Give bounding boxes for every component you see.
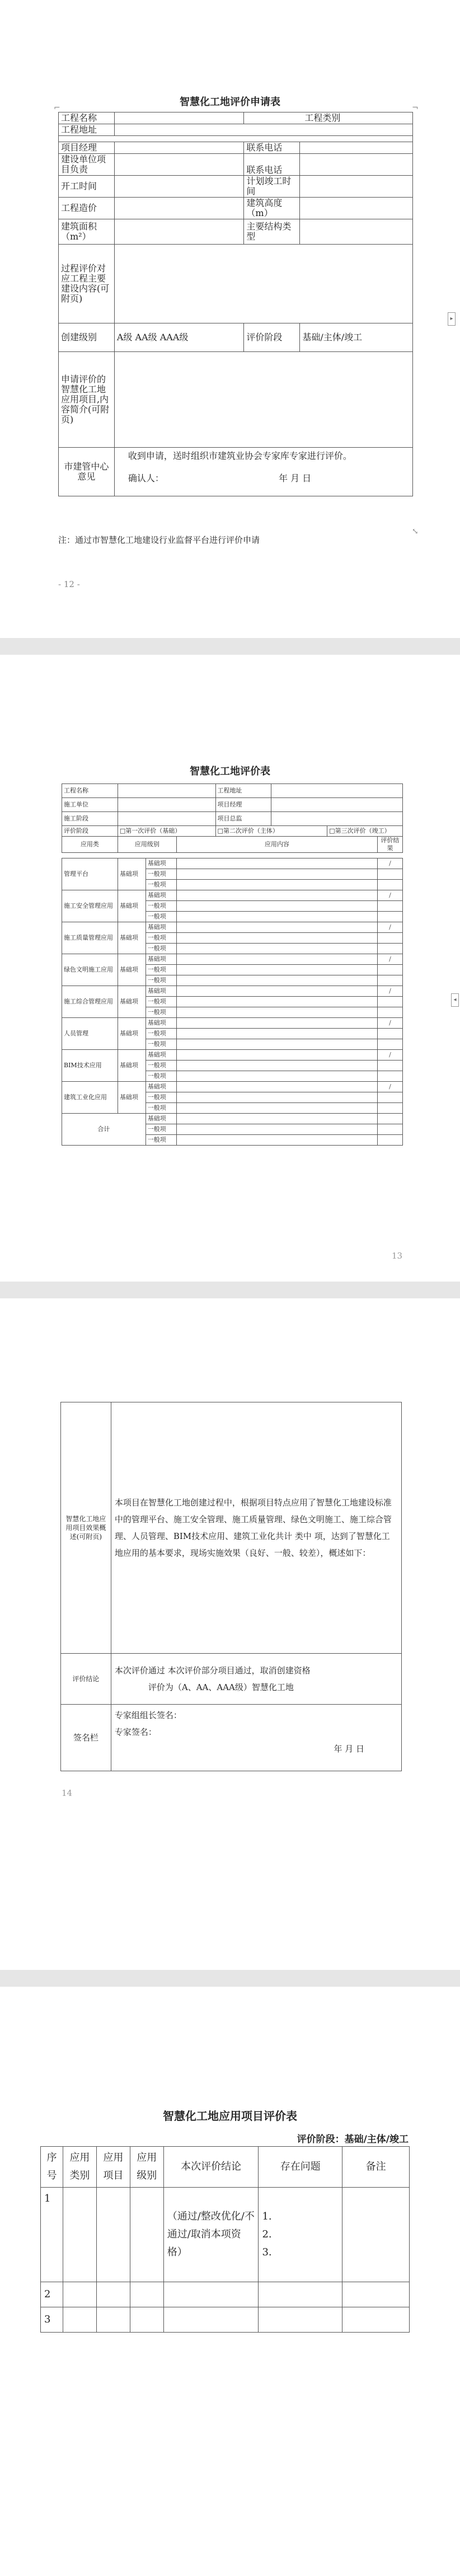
table-row (41, 2282, 410, 2307)
spacer-row (59, 136, 413, 142)
builder-label: 施工单位 (62, 798, 118, 812)
col-category: 应用类别 (63, 2147, 96, 2188)
sub-level: 一般项 (145, 1092, 176, 1103)
expert-sign[interactable]: 专家签名： (114, 1727, 157, 1737)
content-field[interactable] (176, 997, 377, 1007)
corner-mark: ⤡ (412, 527, 419, 536)
address-label: 工程地址 (215, 784, 271, 798)
opinion-text: 收到申请，送时组织市建筑业协会专家库专家进行评价。 (128, 451, 352, 461)
stage-label: 评价阶段：基础/主体/竣工 (297, 2134, 409, 2145)
content-field[interactable] (176, 1082, 377, 1092)
apply-items-label: 申请评价的智慧化工地应用项目,内容简介(可附页) (59, 352, 115, 448)
project-evaluation-table (40, 2146, 410, 2333)
content-field[interactable] (176, 1007, 377, 1018)
page-title: 智慧化工地评价申请表 (180, 96, 280, 108)
result-field[interactable] (378, 1061, 403, 1071)
sub-level: 一般项 (145, 1124, 176, 1135)
item-category: 施工质量管理应用 (62, 922, 118, 954)
item-level-group: 基础项 (118, 858, 145, 890)
sub-level: 基础项 (145, 954, 176, 965)
sub-level: 基础项 (145, 922, 176, 933)
height-label: 建筑高度（m） (244, 198, 300, 219)
sub-level: 基础项 (145, 858, 176, 869)
start-time-field[interactable] (114, 176, 244, 198)
process-content-field[interactable] (114, 245, 412, 323)
row-category[interactable] (63, 2282, 96, 2307)
sign-label: 签名栏 (61, 1705, 111, 1771)
evaluation-items-table (62, 858, 403, 1146)
item-category: 施工综合管理应用 (62, 986, 118, 1018)
content-field[interactable] (176, 975, 377, 986)
sign-cell (111, 1705, 401, 1771)
content-field[interactable] (176, 965, 377, 975)
result-field[interactable] (378, 944, 403, 954)
sub-level: 一般项 (145, 1071, 176, 1082)
table-row (41, 2188, 410, 2282)
table-row (62, 922, 403, 933)
structure-label: 主要结构类型 (244, 219, 300, 245)
project-name-field[interactable] (114, 112, 244, 124)
col-result: 评价结果 (378, 837, 403, 853)
row-level[interactable] (130, 2282, 163, 2307)
row-remarks[interactable] (342, 2188, 410, 2282)
summary-label: 智慧化工地应用项目效果概述(可附页) (61, 1402, 111, 1654)
area-field[interactable] (114, 219, 244, 245)
content-field[interactable] (176, 1029, 377, 1039)
sub-level: 基础项 (145, 890, 176, 901)
result-field[interactable] (378, 1039, 403, 1050)
sub-level: 基础项 (145, 1050, 176, 1061)
result-field[interactable] (378, 1114, 403, 1124)
project-type-label: 工程类别 (244, 112, 413, 124)
name-label: 工程名称 (62, 784, 118, 798)
sub-level: 一般项 (145, 901, 176, 912)
stage-label: 评价阶段 (244, 323, 300, 352)
eval-3[interactable]: □第三次评价（竣工） (327, 826, 403, 837)
name-field[interactable] (118, 784, 215, 798)
project-manager-label: 项目经理 (59, 142, 115, 154)
builder-field[interactable] (118, 798, 215, 812)
sub-level: 一般项 (145, 944, 176, 954)
eval-stage-label: 评价阶段 (62, 826, 118, 837)
manager-label: 项目经理 (215, 798, 271, 812)
opinion-label: 市建管中心意见 (59, 448, 115, 496)
col-item: 应用项目 (96, 2147, 130, 2188)
issue-1: 1. (262, 2211, 272, 2222)
result-field[interactable] (378, 1103, 403, 1114)
result-field[interactable] (378, 901, 403, 912)
sub-level: 一般项 (145, 1061, 176, 1071)
planned-end-field[interactable] (300, 176, 413, 198)
application-form-table (58, 112, 413, 496)
row-conclusion[interactable]: （通过/整改优化/不通过/取消本项资格） (163, 2188, 259, 2282)
page-separator (0, 1282, 460, 1298)
content-field[interactable] (176, 1114, 377, 1124)
contact-phone-label: 联系电话 (244, 142, 300, 154)
corner-mark: ⌐ (54, 104, 60, 112)
content-field[interactable] (176, 1092, 377, 1103)
result-field[interactable] (378, 965, 403, 975)
result-field[interactable] (378, 880, 403, 890)
footnote: 注：通过市智慧化工地建设行业监督平台进行评价申请 (58, 535, 260, 545)
result-field[interactable] (378, 975, 403, 986)
checkbox-icon[interactable]: □ (119, 827, 126, 834)
result-field[interactable] (378, 869, 403, 880)
row-item[interactable] (96, 2307, 130, 2333)
table-row (62, 1018, 403, 1029)
content-field[interactable] (176, 1124, 377, 1135)
row-level[interactable] (130, 2188, 163, 2282)
total-row (62, 1114, 403, 1124)
content-field[interactable] (176, 1018, 377, 1029)
content-field[interactable] (176, 858, 377, 869)
page-title: 智慧化工地评价表 (190, 766, 270, 777)
contact-phone-2-field[interactable] (300, 154, 413, 176)
row-issues[interactable] (259, 2188, 342, 2282)
process-content-label: 过程评价对应工程主要建设内容(可附页) (59, 245, 115, 323)
summary-table (60, 1402, 402, 1771)
table-row (62, 858, 403, 869)
result-field[interactable] (378, 997, 403, 1007)
stage-label: 施工阶段 (62, 812, 118, 826)
row-no: 2 (41, 2282, 63, 2307)
row-conclusion[interactable] (163, 2307, 259, 2333)
project-address-label: 工程地址 (59, 124, 115, 136)
table-row (41, 2307, 410, 2333)
page-separator (0, 638, 460, 655)
sub-level: 一般项 (145, 1039, 176, 1050)
item-level-group: 基础项 (118, 986, 145, 1018)
result-field[interactable] (378, 1029, 403, 1039)
stage-value[interactable]: 基础/主体/竣工 (300, 323, 413, 352)
content-field[interactable] (176, 922, 377, 933)
result-field[interactable]: / (378, 922, 403, 933)
page-separator (0, 1970, 460, 1987)
conclusion-label: 评价结论 (61, 1654, 111, 1705)
sub-level: 一般项 (145, 869, 176, 880)
content-field[interactable] (176, 912, 377, 922)
row-remarks[interactable] (342, 2307, 410, 2333)
content-field[interactable] (176, 880, 377, 890)
corner-mark: ¬ (412, 104, 419, 112)
content-field[interactable] (176, 933, 377, 944)
sub-level: 一般项 (145, 965, 176, 975)
stage-field[interactable] (118, 812, 215, 826)
sub-level: 一般项 (145, 1029, 176, 1039)
sub-level: 一般项 (145, 1103, 176, 1114)
content-field[interactable] (176, 954, 377, 965)
builder-label: 建设单位项目负责 (59, 154, 115, 176)
opinion-sign-line (117, 473, 410, 484)
project-name-label: 工程名称 (59, 112, 115, 124)
col-content: 应用内容 (176, 837, 377, 853)
builder-field[interactable] (114, 154, 244, 176)
row-conclusion[interactable] (163, 2282, 259, 2307)
result-field[interactable]: / (378, 1082, 403, 1092)
issue-2: 2. (262, 2228, 272, 2240)
project-address-field[interactable] (114, 124, 412, 136)
checkbox-icon[interactable]: □ (217, 827, 223, 834)
page-number: 13 (392, 1251, 403, 1261)
result-field[interactable]: / (378, 1050, 403, 1061)
result-field[interactable] (378, 1135, 403, 1146)
page-number: - 12 - (58, 579, 80, 589)
confirm-label: 确认人： (128, 473, 164, 484)
area-label: 建筑面积（m²） (59, 219, 115, 245)
structure-field[interactable] (300, 219, 413, 245)
content-field[interactable] (176, 869, 377, 880)
contact-phone-2-label: 联系电话 (244, 154, 300, 176)
content-field[interactable] (176, 890, 377, 901)
address-field[interactable] (271, 784, 403, 798)
sub-level: 一般项 (145, 997, 176, 1007)
collapse-tab[interactable]: ◂ (451, 993, 459, 1007)
summary-text[interactable]: 本项目在智慧化工地创建过程中，根据项目特点应用了智慧化工地建设标准中的管理平台、施工安全管理、施工质量管理、绿色文明施工、施工综合管理、人员管理、BIM技术应用、建筑工业化共计 类中 项，达到了智慧化工地应用的基本要求，现场实施效果（良好、一般、较差），概述如下： (111, 1402, 401, 1654)
cost-label: 工程造价 (59, 198, 115, 219)
total-label: 合计 (62, 1114, 146, 1146)
result-field[interactable]: / (378, 986, 403, 997)
col-no: 序号 (41, 2147, 63, 2188)
item-level-group: 基础项 (118, 1082, 145, 1114)
row-issues[interactable] (259, 2307, 342, 2333)
result-field[interactable]: / (378, 890, 403, 901)
result-field[interactable]: / (378, 1018, 403, 1029)
sub-level: 一般项 (145, 912, 176, 922)
sub-level: 基础项 (145, 1082, 176, 1092)
start-time-label: 开工时间 (59, 176, 115, 198)
conclusion-line-2[interactable]: 评价为（A、AA、AAA级）智慧化工地 (148, 1682, 294, 1692)
manager-field[interactable] (271, 798, 403, 812)
sub-level: 基础项 (145, 986, 176, 997)
row-no: 3 (41, 2307, 63, 2333)
item-category: BIM技术应用 (62, 1050, 118, 1082)
row-level[interactable] (130, 2307, 163, 2333)
row-category[interactable] (63, 2307, 96, 2333)
total-label: 项目总监 (215, 812, 271, 826)
content-field[interactable] (176, 986, 377, 997)
row-no: 1 (41, 2188, 63, 2282)
content-field[interactable] (176, 1039, 377, 1050)
result-field[interactable] (378, 1007, 403, 1018)
eval-1[interactable]: □第一次评价（基础） (118, 826, 215, 837)
item-level-group: 基础项 (118, 1050, 145, 1082)
table-row (62, 986, 403, 997)
content-field[interactable] (176, 944, 377, 954)
apply-items-field[interactable] (114, 352, 412, 448)
checkbox-icon[interactable]: □ (329, 827, 335, 834)
project-manager-field[interactable] (114, 142, 244, 154)
content-field[interactable] (176, 1071, 377, 1082)
item-level-group: 基础项 (118, 890, 145, 922)
item-category: 人员管理 (62, 1018, 118, 1050)
level-value[interactable]: A级 AA级 AAA级 (114, 323, 244, 352)
sub-level: 一般项 (145, 933, 176, 944)
table-row (62, 890, 403, 901)
page-number: 14 (62, 1788, 73, 1798)
col-level: 应用级别 (118, 837, 176, 853)
item-category: 施工安全管理应用 (62, 890, 118, 922)
col-level: 应用级别 (130, 2147, 163, 2188)
content-field[interactable] (176, 1050, 377, 1061)
sub-level: 一般项 (145, 1135, 176, 1146)
height-field[interactable] (300, 198, 413, 219)
page-title: 智慧化工地应用项目评价表 (163, 2109, 297, 2123)
cost-field[interactable] (114, 198, 244, 219)
opinion-date: 年 月 日 (278, 473, 312, 484)
content-field[interactable] (176, 1061, 377, 1071)
item-level-group: 基础项 (118, 1018, 145, 1050)
item-category: 绿色文明施工应用 (62, 954, 118, 986)
col-issues: 存在问题 (259, 2147, 342, 2188)
col-conclusion: 本次评价结论 (163, 2147, 259, 2188)
item-category: 管理平台 (62, 858, 118, 890)
result-field[interactable] (378, 1092, 403, 1103)
level-label: 创建级别 (59, 323, 115, 352)
sub-level: 基础项 (145, 1018, 176, 1029)
conclusion-cell (111, 1654, 401, 1705)
sub-level: 一般项 (145, 1007, 176, 1018)
content-field[interactable] (176, 1135, 377, 1146)
total-field[interactable] (271, 812, 403, 826)
row-item[interactable] (96, 2188, 130, 2282)
contact-phone-field[interactable] (300, 142, 413, 154)
content-field[interactable] (176, 1103, 377, 1114)
item-level-group: 基础项 (118, 954, 145, 986)
result-field[interactable] (378, 933, 403, 944)
table-row (62, 1082, 403, 1092)
col-category: 应用类 (62, 837, 118, 853)
table-row (62, 954, 403, 965)
row-item[interactable] (96, 2282, 130, 2307)
eval-2[interactable]: □第二次评价（主体） (215, 826, 327, 837)
row-category[interactable] (63, 2188, 96, 2282)
sub-level: 一般项 (145, 880, 176, 890)
sign-date: 年 月 日 (334, 1744, 364, 1754)
item-category: 建筑工业化应用 (62, 1082, 118, 1114)
item-level-group: 基础项 (118, 922, 145, 954)
sub-level: 一般项 (145, 975, 176, 986)
result-field[interactable] (378, 1124, 403, 1135)
planned-end-label: 计划竣工时间 (244, 176, 300, 198)
row-issues[interactable] (259, 2282, 342, 2307)
content-field[interactable] (176, 901, 377, 912)
table-row (62, 1050, 403, 1061)
result-field[interactable] (378, 912, 403, 922)
row-remarks[interactable] (342, 2282, 410, 2307)
leader-sign[interactable]: 专家组组长签名： (114, 1710, 182, 1720)
issue-3: 3. (262, 2246, 272, 2258)
conclusion-line-1[interactable]: 本次评价通过 本次评价部分项目通过，取消创建资格 (114, 1665, 311, 1676)
result-field[interactable]: / (378, 954, 403, 965)
opinion-cell (114, 448, 412, 496)
col-remarks: 备注 (342, 2147, 410, 2188)
evaluation-table (62, 783, 403, 853)
result-field[interactable]: / (378, 858, 403, 869)
collapse-tab[interactable]: ▸ (448, 312, 456, 326)
sub-level: 基础项 (145, 1114, 176, 1124)
result-field[interactable] (378, 1071, 403, 1082)
